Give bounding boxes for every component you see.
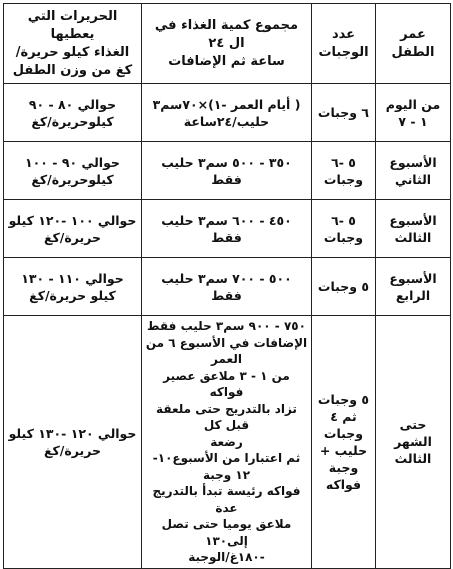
cell-meals: ٥ -٦ وجبات [312, 142, 376, 200]
cell-total: ٧٥٠ - ٩٠٠ سم٣ حليب فقط الإضافات في الأسبوع ٦ من العمر من ١ - ٣ ملاعق عصير فواكه تزاد بالتدريج حتى ملعقة قبل كل رضعة ثم اعتبارا من الأسبوع١٠- ١٢ وجبة فواكه رئيسة تبدأ بالتدريج عدة ملاعق يوميا حتى تصل إلى١٣٠ -١٨٠غ/الوجبة [142, 316, 312, 569]
cell-total: ٤٥٠ - ٦٠٠ سم٣ حليب فقط [142, 200, 312, 258]
cell-age: الأسبوع الرابع [376, 258, 451, 316]
infant-feeding-table [3, 3, 451, 569]
cell-calories: حوالي ٨٠ - ٩٠ كيلوحريرة/كغ [4, 84, 142, 142]
cell-age: من اليوم ١ - ٧ [376, 84, 451, 142]
cell-calories: حوالي ٩٠ - ١٠٠ كيلوحريرة/كغ [4, 142, 142, 200]
cell-total: ( أيام العمر -١)×٧٠سم٣ حليب/٢٤ساعة [142, 84, 312, 142]
table-row [4, 258, 451, 316]
cell-calories: حوالي ١١٠ - ١٣٠ كيلو حريرة/كغ [4, 258, 142, 316]
cell-total: ٣٥٠ - ٥٠٠ سم٣ حليب فقط [142, 142, 312, 200]
header-total: مجموع كمية الغذاء في ال ٢٤ ساعة ثم الإضافات [142, 4, 312, 84]
cell-calories: حوالي ١٢٠ -١٣٠ كيلو حريرة/كغ [4, 316, 142, 569]
table-row [4, 84, 451, 142]
cell-meals: ٥ -٦ وجبات [312, 200, 376, 258]
header-calories: الحريرات التي يعطيها الغذاء كيلو حريرة/ كغ من وزن الطفل [4, 4, 142, 84]
cell-meals: ٥ وجبات ثم ٤ وجبات حليب + وجبة فواكه [312, 316, 376, 569]
table-row [4, 142, 451, 200]
cell-age: الأسبوع الثاني [376, 142, 451, 200]
cell-meals: ٥ وجبات [312, 258, 376, 316]
cell-calories: حوالي ١٠٠ -١٢٠ كيلو حريرة/كغ [4, 200, 142, 258]
cell-age: حتى الشهر الثالث [376, 316, 451, 569]
cell-total: ٥٠٠ - ٧٠٠ سم٣ حليب فقط [142, 258, 312, 316]
header-meals: عدد الوجبات [312, 4, 376, 84]
table-row [4, 316, 451, 569]
table-row [4, 200, 451, 258]
table-header-row [4, 4, 451, 84]
cell-meals: ٦ وجبات [312, 84, 376, 142]
cell-age: الأسبوع الثالث [376, 200, 451, 258]
header-age: عمر الطفل [376, 4, 451, 84]
